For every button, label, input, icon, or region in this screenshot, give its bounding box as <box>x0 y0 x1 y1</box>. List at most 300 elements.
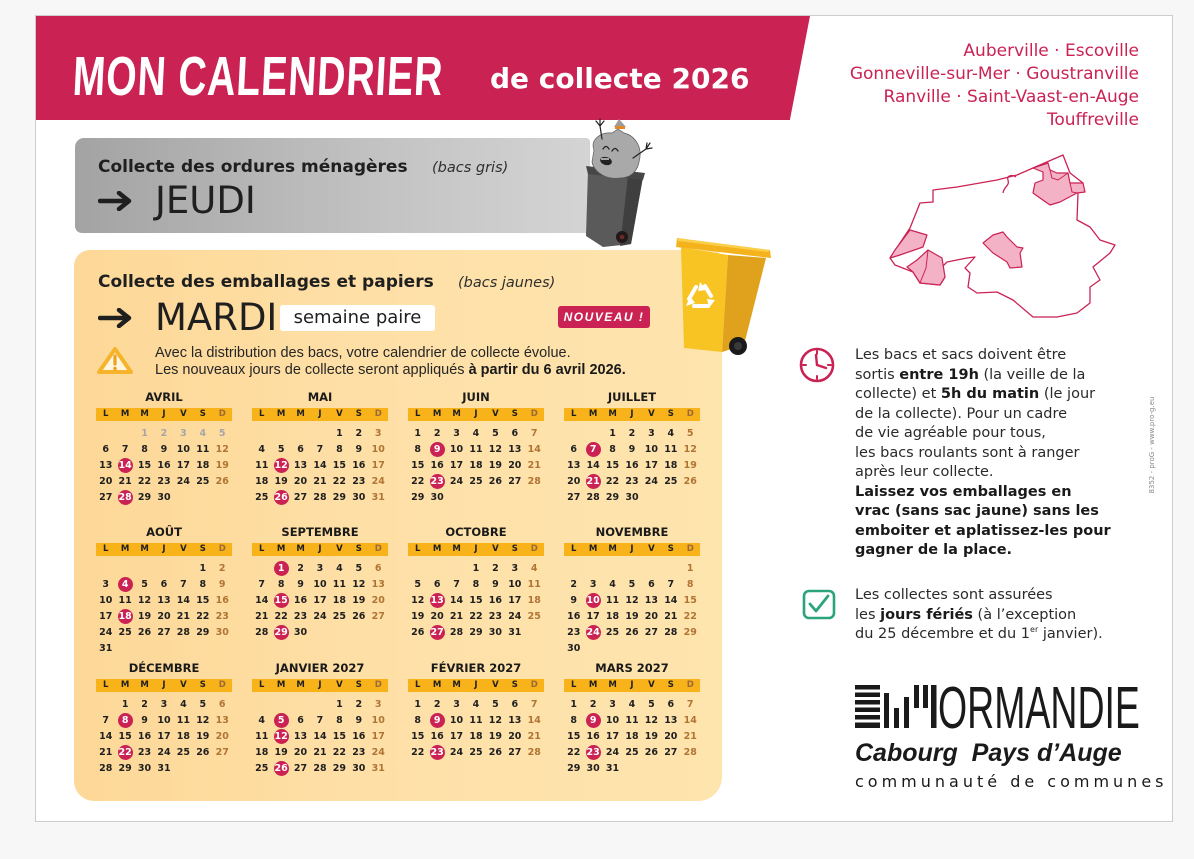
day-number: 24 <box>313 610 327 622</box>
day-cell <box>330 760 349 776</box>
day-cell <box>466 489 485 505</box>
day-cell <box>174 760 193 776</box>
weekday-label: M <box>140 680 149 690</box>
day-cell <box>486 592 505 608</box>
day-cell <box>466 425 485 441</box>
day-number: 9 <box>297 578 304 590</box>
text-segment: Avec la distribution des bacs, votre calendrier de collecte évolue. <box>155 345 571 361</box>
day-cell <box>642 489 661 505</box>
day-cell <box>486 576 505 592</box>
collection-day-marker: 21 <box>586 475 600 487</box>
day-number: 1 <box>141 427 148 439</box>
day-cell <box>525 576 544 592</box>
week-row <box>564 560 700 576</box>
day-number: 3 <box>374 427 382 439</box>
day-number: 5 <box>355 562 363 574</box>
weekday-label: S <box>199 680 206 690</box>
weekday-label: V <box>180 409 187 419</box>
day-cell <box>310 473 329 489</box>
day-number: 6 <box>374 562 382 574</box>
weekday-label: M <box>432 409 442 419</box>
day-number: 15 <box>683 594 697 606</box>
day-cell <box>213 441 232 457</box>
day-number: 26 <box>411 626 425 638</box>
day-number: 9 <box>570 594 578 606</box>
day-number: 9 <box>355 443 363 455</box>
day-cell <box>369 560 388 576</box>
weekday-label: J <box>162 680 166 690</box>
day-number: 26 <box>683 475 697 487</box>
day-cell <box>622 473 641 489</box>
weekday-label: S <box>199 544 206 554</box>
day-number: 21 <box>255 610 269 622</box>
day-number: 10 <box>449 443 464 455</box>
day-cell <box>291 712 310 728</box>
day-cell <box>291 560 310 576</box>
day-number: 11 <box>469 443 483 455</box>
recycling-bin-type: (bacs jaunes) <box>458 275 556 291</box>
day-number: 22 <box>605 475 620 487</box>
day-cell <box>525 457 544 473</box>
week-row <box>96 624 232 640</box>
day-number: 28 <box>527 475 541 487</box>
day-cell <box>564 592 583 608</box>
day-cell <box>310 457 329 473</box>
day-cell <box>622 489 641 505</box>
day-cell <box>115 592 134 608</box>
day-number: 2 <box>628 427 636 439</box>
day-number: 16 <box>137 730 152 742</box>
day-cell <box>252 489 271 505</box>
day-number: 12 <box>352 578 366 590</box>
weekday-label: L <box>259 409 265 419</box>
superscript-text: er <box>1030 625 1039 634</box>
weekday-label: M <box>588 680 598 690</box>
week-row <box>252 560 388 576</box>
day-cell <box>96 640 115 656</box>
day-cell <box>466 728 485 744</box>
day-number: 17 <box>371 459 385 471</box>
day-cell <box>661 640 680 656</box>
day-cell <box>447 728 466 744</box>
day-cell <box>564 728 583 744</box>
day-cell <box>174 608 193 624</box>
day-cell <box>525 712 544 728</box>
weekday-header <box>564 543 700 556</box>
day-cell <box>213 624 232 640</box>
day-number: 3 <box>648 427 655 439</box>
day-cell <box>661 760 680 776</box>
day-cell <box>642 696 661 712</box>
collection-day-cell <box>427 592 446 608</box>
day-cell <box>564 608 583 624</box>
day-number: 13 <box>567 459 581 471</box>
day-number: 13 <box>508 443 522 455</box>
day-cell <box>115 560 134 576</box>
day-number: 12 <box>488 714 502 726</box>
month-calendar <box>408 390 544 520</box>
text-line <box>855 463 1111 483</box>
weekday-label: J <box>318 680 322 690</box>
day-number: 3 <box>511 562 519 574</box>
month-calendar <box>564 661 700 791</box>
day-number: 5 <box>628 578 636 590</box>
day-cell <box>193 592 212 608</box>
day-cell <box>642 624 661 640</box>
day-number: 8 <box>570 714 578 726</box>
day-cell <box>505 728 524 744</box>
day-number: 21 <box>313 475 327 487</box>
day-number: 19 <box>137 610 152 622</box>
day-number: 15 <box>567 730 581 742</box>
weekday-label: D <box>530 680 538 690</box>
day-number: 18 <box>332 594 346 606</box>
month-calendar <box>252 525 388 655</box>
day-cell <box>603 640 622 656</box>
week-row <box>96 640 232 656</box>
day-cell <box>154 744 173 760</box>
day-number: 24 <box>449 746 464 758</box>
weekday-label: D <box>530 544 538 554</box>
day-cell <box>174 592 193 608</box>
collection-day-cell <box>427 744 446 760</box>
month-title: MARS 2027 <box>595 661 669 675</box>
collection-day-cell <box>271 728 290 744</box>
week-row <box>252 712 388 728</box>
day-number: 22 <box>196 610 210 622</box>
week-row <box>564 640 700 656</box>
day-cell <box>330 457 349 473</box>
weekday-label: J <box>630 680 634 690</box>
day-cell <box>583 608 602 624</box>
day-cell <box>252 696 271 712</box>
day-cell <box>681 473 700 489</box>
day-number: 23 <box>567 626 581 638</box>
day-number: 6 <box>297 443 304 455</box>
day-cell <box>408 560 427 576</box>
day-cell <box>505 624 524 640</box>
weekday-label: D <box>686 680 694 690</box>
day-cell <box>96 425 115 441</box>
day-number: 20 <box>215 730 229 742</box>
day-cell <box>681 608 700 624</box>
day-cell <box>174 441 193 457</box>
day-number: 3 <box>453 427 460 439</box>
collection-day-marker: 23 <box>586 746 600 758</box>
day-cell <box>174 728 193 744</box>
day-number: 24 <box>157 746 171 758</box>
day-number: 4 <box>472 427 480 439</box>
day-number: 6 <box>648 578 655 590</box>
day-cell <box>154 457 173 473</box>
week-row <box>564 489 700 505</box>
week-row <box>252 576 388 592</box>
day-cell <box>505 457 524 473</box>
day-number: 29 <box>605 491 620 503</box>
month-calendar <box>252 390 388 520</box>
day-number: 30 <box>586 762 600 774</box>
day-cell <box>622 712 641 728</box>
day-number: 27 <box>567 491 581 503</box>
day-cell <box>427 489 446 505</box>
day-number: 17 <box>371 730 385 742</box>
day-cell <box>135 728 154 744</box>
day-number: 17 <box>644 459 658 471</box>
day-number: 30 <box>567 642 581 654</box>
weekday-label: S <box>511 680 518 690</box>
day-number: 25 <box>332 610 346 622</box>
week-row <box>96 592 232 608</box>
day-cell <box>466 560 485 576</box>
day-number: 28 <box>683 746 697 758</box>
day-cell <box>330 441 349 457</box>
day-number: 28 <box>586 491 600 503</box>
day-cell <box>564 489 583 505</box>
logo-n-mark-icon <box>853 683 939 731</box>
day-cell <box>154 489 173 505</box>
day-cell <box>174 640 193 656</box>
day-number: 17 <box>176 459 190 471</box>
day-cell <box>291 760 310 776</box>
day-number: 4 <box>180 698 187 710</box>
week-row <box>96 560 232 576</box>
commune-line: Touffreville <box>1046 110 1139 130</box>
day-cell <box>603 728 622 744</box>
day-cell <box>213 760 232 776</box>
day-cell <box>369 608 388 624</box>
day-cell <box>135 640 154 656</box>
day-cell <box>505 441 524 457</box>
day-number: 20 <box>664 730 678 742</box>
day-number: 28 <box>664 626 678 638</box>
day-number: 27 <box>215 746 229 758</box>
day-number: 19 <box>274 475 288 487</box>
day-cell <box>642 744 661 760</box>
day-number: 21 <box>664 610 678 622</box>
day-cell <box>642 608 661 624</box>
day-cell <box>369 712 388 728</box>
day-cell <box>271 576 290 592</box>
day-cell <box>369 624 388 640</box>
day-number: 21 <box>313 746 327 758</box>
weekday-label: D <box>374 409 382 419</box>
day-cell <box>174 473 193 489</box>
day-cell <box>427 576 446 592</box>
day-number: 28 <box>313 762 327 774</box>
day-number: 27 <box>508 475 522 487</box>
day-number: 24 <box>449 475 464 487</box>
collection-day-marker: 24 <box>586 626 600 638</box>
day-number: 22 <box>274 610 288 622</box>
day-cell <box>681 489 700 505</box>
household-waste-box <box>75 138 590 233</box>
day-number: 20 <box>157 610 171 622</box>
day-cell <box>681 441 700 457</box>
day-cell <box>603 489 622 505</box>
week-row <box>564 696 700 712</box>
day-cell <box>291 744 310 760</box>
day-cell <box>330 696 349 712</box>
day-number: 16 <box>293 594 308 606</box>
day-number: 2 <box>355 698 363 710</box>
day-cell <box>330 425 349 441</box>
day-number: 26 <box>625 626 639 638</box>
weekday-label: J <box>630 409 634 419</box>
weekday-label: D <box>686 409 694 419</box>
day-cell <box>96 760 115 776</box>
month-calendar <box>252 661 388 791</box>
day-cell <box>96 696 115 712</box>
day-cell <box>193 744 212 760</box>
day-cell <box>96 441 115 457</box>
day-cell <box>603 425 622 441</box>
day-cell <box>622 592 641 608</box>
day-number: 12 <box>644 714 658 726</box>
day-cell <box>603 744 622 760</box>
text-line <box>855 385 1111 405</box>
day-cell <box>564 457 583 473</box>
weekday-label: S <box>355 544 362 554</box>
month-title: AVRIL <box>145 390 183 404</box>
day-cell <box>466 712 485 728</box>
day-cell <box>369 696 388 712</box>
day-cell <box>213 560 232 576</box>
month-title: FÉVRIER 2027 <box>430 661 522 675</box>
collection-day-cell <box>583 712 602 728</box>
weekday-label: M <box>296 544 305 554</box>
week-row <box>96 473 232 489</box>
day-number: 5 <box>277 443 285 455</box>
day-cell <box>291 441 310 457</box>
day-cell <box>466 441 485 457</box>
day-number: 11 <box>118 594 132 606</box>
bold-text: entre 19h <box>899 366 979 383</box>
day-number: 24 <box>644 475 658 487</box>
day-number: 10 <box>449 714 464 726</box>
day-number: 9 <box>628 443 636 455</box>
collection-day-marker: 28 <box>118 491 132 503</box>
collection-day-cell <box>271 624 290 640</box>
day-number: 23 <box>293 610 308 622</box>
day-cell <box>213 457 232 473</box>
day-cell <box>213 473 232 489</box>
day-cell <box>603 592 622 608</box>
day-number: 17 <box>99 610 113 622</box>
weekday-label: S <box>355 680 362 690</box>
day-number: 12 <box>215 443 229 455</box>
weekday-label: M <box>588 544 598 554</box>
day-cell <box>174 489 193 505</box>
day-number: 31 <box>99 642 113 654</box>
text-line <box>855 522 1111 542</box>
page-title-script: MON CALENDRIER <box>71 44 445 107</box>
day-cell <box>174 712 193 728</box>
day-number: 29 <box>196 626 210 638</box>
day-cell <box>369 441 388 457</box>
day-number: 30 <box>625 491 639 503</box>
day-cell <box>135 457 154 473</box>
day-cell <box>154 696 173 712</box>
day-cell <box>193 760 212 776</box>
weekday-label: V <box>492 409 499 419</box>
collection-day-marker: 9 <box>586 713 601 728</box>
day-cell <box>369 576 388 592</box>
weekday-header <box>96 543 232 556</box>
weekday-label: S <box>667 544 674 554</box>
day-cell <box>115 425 134 441</box>
week-row <box>252 608 388 624</box>
day-number: 1 <box>414 698 422 710</box>
day-number: 30 <box>293 626 308 638</box>
day-cell <box>330 608 349 624</box>
day-number: 22 <box>411 475 425 487</box>
day-cell <box>193 441 212 457</box>
day-cell <box>642 457 661 473</box>
day-cell <box>252 425 271 441</box>
day-number: 27 <box>508 746 522 758</box>
weekday-label: L <box>103 680 109 690</box>
check-box-icon <box>802 589 836 620</box>
day-cell <box>603 712 622 728</box>
day-cell <box>310 608 329 624</box>
day-number: 18 <box>605 610 620 622</box>
day-number: 25 <box>118 626 132 638</box>
collection-day-marker: 29 <box>274 626 288 638</box>
day-cell <box>213 489 232 505</box>
day-number: 16 <box>352 459 366 471</box>
day-cell <box>96 457 115 473</box>
day-number: 7 <box>180 578 187 590</box>
day-cell <box>583 640 602 656</box>
day-number: 20 <box>644 610 658 622</box>
day-cell <box>486 489 505 505</box>
day-number: 2 <box>297 562 304 574</box>
day-cell <box>96 744 115 760</box>
day-cell <box>174 560 193 576</box>
day-cell <box>603 441 622 457</box>
day-number: 17 <box>449 730 464 742</box>
day-cell <box>408 457 427 473</box>
collection-day-marker: 12 <box>274 459 288 471</box>
day-number: 26 <box>137 626 152 638</box>
day-cell <box>564 473 583 489</box>
day-number: 5 <box>141 578 148 590</box>
day-cell <box>525 592 544 608</box>
day-cell <box>466 457 485 473</box>
day-cell <box>291 576 310 592</box>
collection-day-cell <box>115 744 134 760</box>
day-number: 25 <box>625 746 639 758</box>
day-number: 2 <box>433 698 441 710</box>
day-number: 29 <box>411 491 425 503</box>
weekday-label: V <box>180 680 187 690</box>
day-cell <box>115 760 134 776</box>
day-number: 8 <box>414 443 422 455</box>
weekday-label: S <box>667 409 674 419</box>
day-cell <box>252 712 271 728</box>
day-number: 4 <box>667 427 675 439</box>
collection-day-marker: 23 <box>430 475 444 487</box>
day-cell <box>252 457 271 473</box>
day-cell <box>622 608 641 624</box>
weekday-label: L <box>415 680 421 690</box>
text-line <box>155 345 626 362</box>
day-cell <box>583 425 602 441</box>
day-cell <box>447 425 466 441</box>
day-cell <box>505 696 524 712</box>
day-cell <box>310 712 329 728</box>
day-number: 4 <box>530 562 538 574</box>
